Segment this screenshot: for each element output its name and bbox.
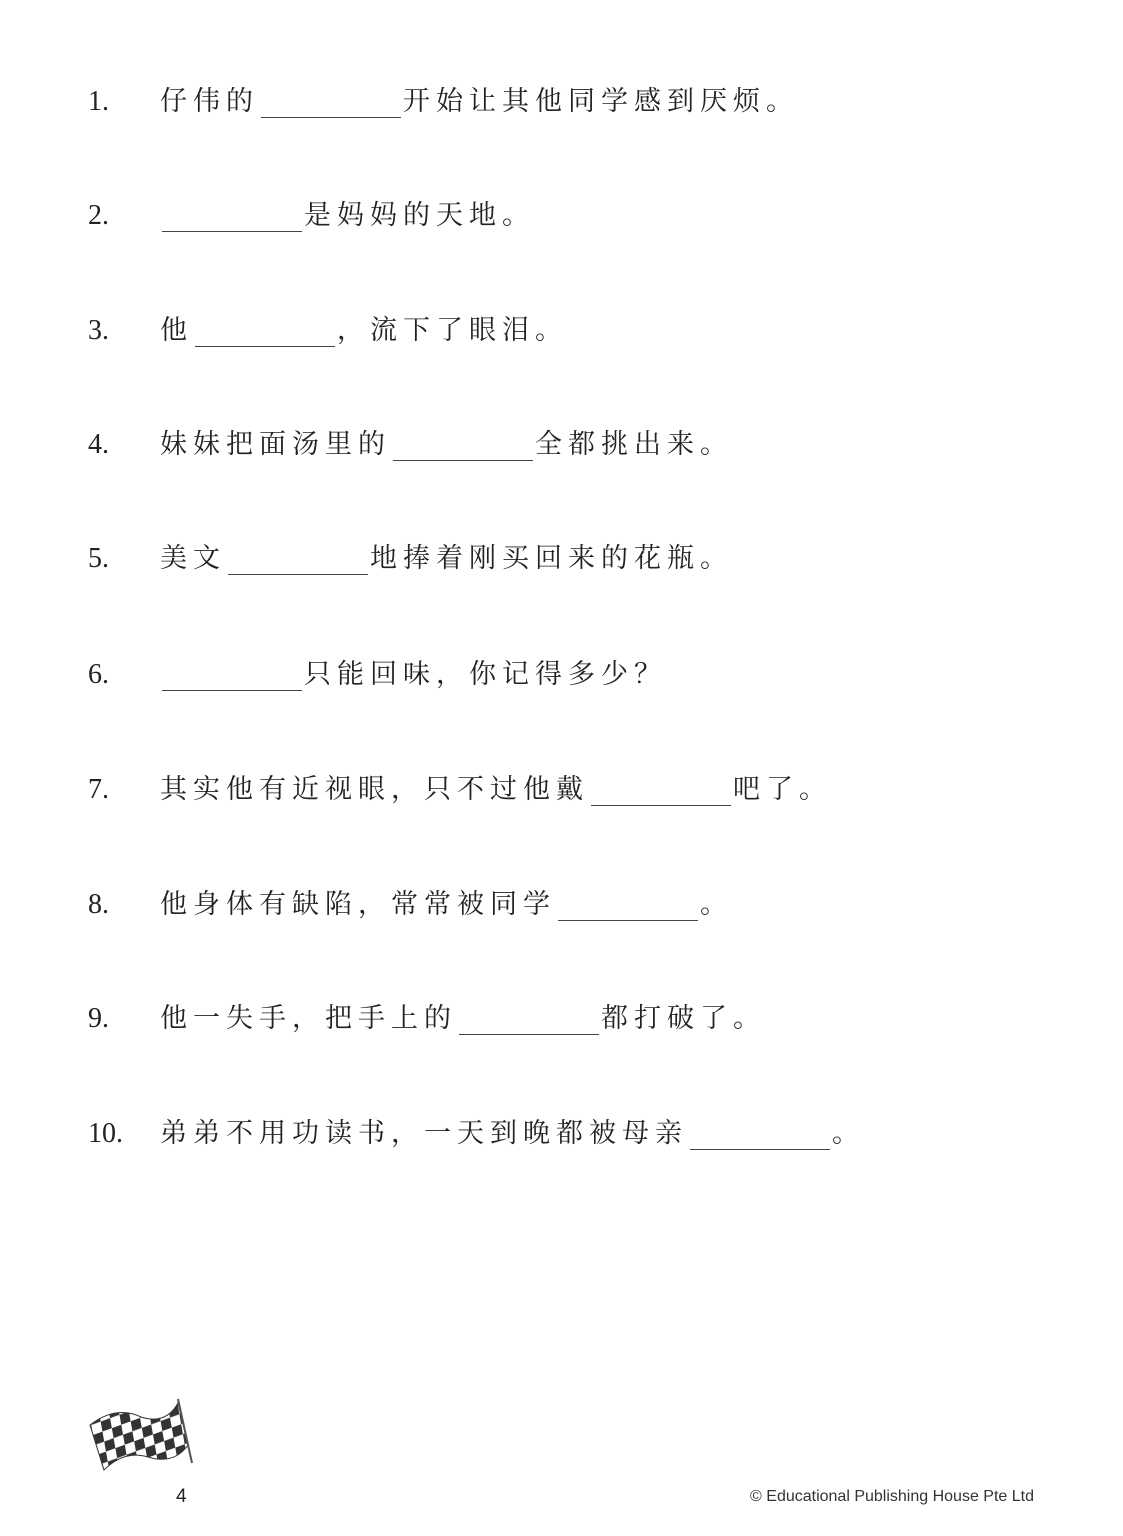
question-item — [88, 995, 766, 1035]
answer-blank[interactable] — [558, 890, 698, 921]
question-number: 6. — [88, 659, 109, 690]
question-item — [88, 192, 535, 232]
answer-blank[interactable] — [591, 775, 731, 806]
answer-blank[interactable] — [228, 544, 368, 575]
question-number: 1. — [88, 86, 109, 117]
checkered-flag-icon — [86, 1395, 196, 1485]
question-item — [88, 535, 733, 575]
question-text-before: 他身体有缺陷，常常被同学 — [160, 889, 556, 920]
question-item — [88, 1110, 865, 1150]
question-item — [88, 78, 799, 118]
question-text-after: 是妈妈的天地。 — [304, 200, 535, 231]
question-text-before: 他 — [160, 315, 193, 346]
question-text-after: 地捧着刚买回来的花瓶。 — [370, 543, 733, 574]
question-text-after: 只能回味，你记得多少？ — [304, 659, 667, 690]
question-number: 5. — [88, 543, 109, 574]
question-number: 8. — [88, 889, 109, 920]
question-item — [88, 651, 667, 691]
answer-blank[interactable] — [393, 430, 533, 461]
question-item — [88, 881, 733, 921]
answer-blank[interactable] — [261, 87, 401, 118]
question-number: 3. — [88, 315, 109, 346]
question-text-after: 。 — [832, 1118, 865, 1149]
question-number: 4. — [88, 429, 109, 460]
question-item — [88, 766, 832, 806]
question-text-after: 全都挑出来。 — [535, 429, 733, 460]
question-text-after: 。 — [700, 889, 733, 920]
question-text-after: 开始让其他同学感到厌烦。 — [403, 86, 799, 117]
answer-blank[interactable] — [690, 1119, 830, 1150]
answer-blank[interactable] — [162, 201, 302, 232]
copyright-notice: © Educational Publishing House Pte Ltd — [750, 1488, 1034, 1505]
question-text-before: 仔伟的 — [160, 86, 259, 117]
question-item — [88, 421, 733, 461]
question-text-after: 都打破了。 — [601, 1003, 766, 1034]
question-text-before: 弟弟不用功读书，一天到晚都被母亲 — [160, 1118, 688, 1149]
question-number: 10. — [88, 1118, 123, 1149]
question-text-after: ，流下了眼泪。 — [337, 315, 568, 346]
question-number: 9. — [88, 1003, 109, 1034]
question-text-before: 妹妹把面汤里的 — [160, 429, 391, 460]
question-item — [88, 307, 568, 347]
question-number: 7. — [88, 774, 109, 805]
answer-blank[interactable] — [459, 1004, 599, 1035]
question-number: 2. — [88, 200, 109, 231]
question-text-before: 美文 — [160, 543, 226, 574]
question-text-before: 其实他有近视眼，只不过他戴 — [160, 774, 589, 805]
question-text-after: 吧了。 — [733, 774, 832, 805]
page-number: 4 — [176, 1486, 187, 1507]
question-text-before: 他一失手，把手上的 — [160, 1003, 457, 1034]
answer-blank[interactable] — [195, 316, 335, 347]
answer-blank[interactable] — [162, 660, 302, 691]
